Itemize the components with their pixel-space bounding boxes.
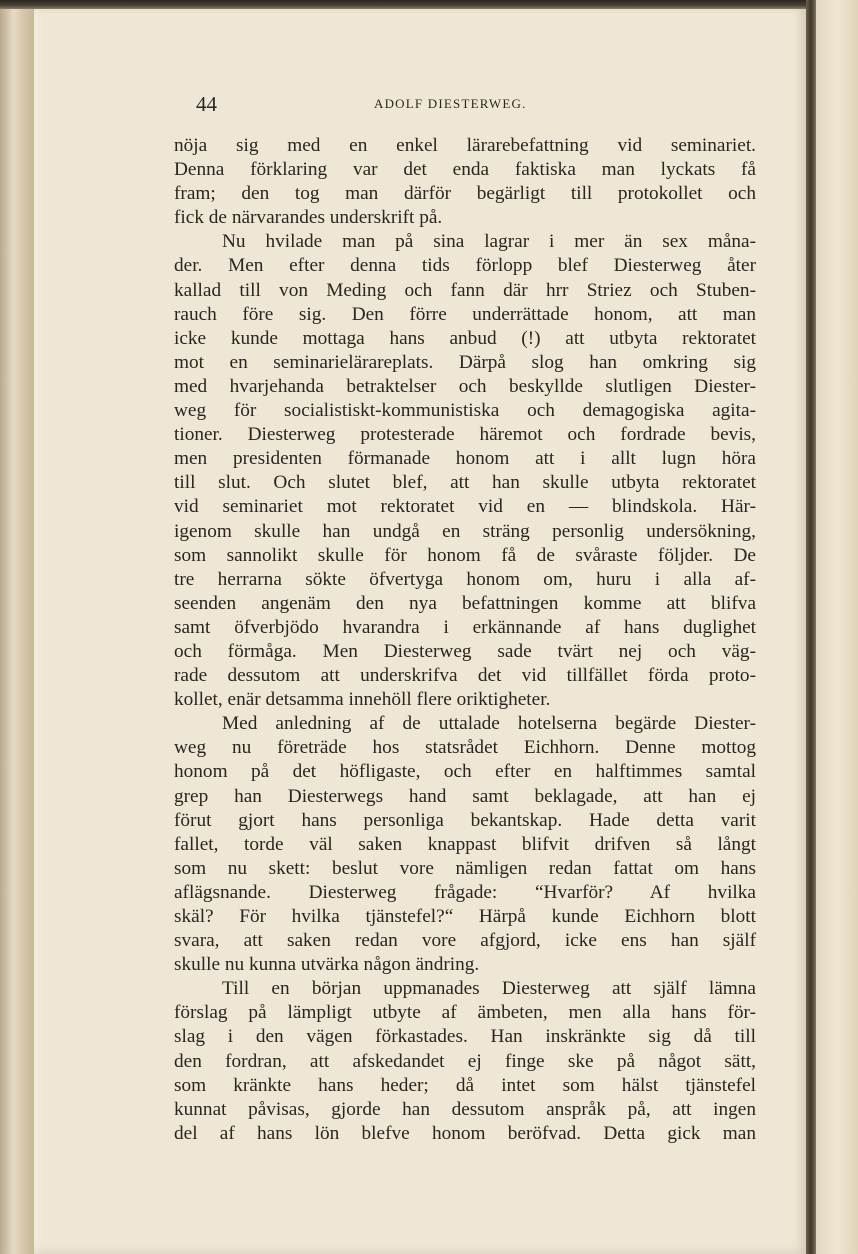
text-line: men presidenten förmanade honom att i allt lugn höra (174, 448, 756, 470)
text-line: Med anledning af de uttalade hotelserna begärde Diester- (222, 713, 756, 735)
text-line: förslag på lämpligt utbyte af ämbeten, men alla hans för- (174, 1002, 756, 1024)
text-line: del af hans lön blefve honom beröfvad. Detta gick man (174, 1122, 756, 1144)
text-line: icke kunde mottaga hans anbud (!) att utbyta rektoratet (174, 327, 756, 349)
text-line: mot en seminarielärareplats. Därpå slog han omkring sig (174, 351, 756, 373)
text-line: tre herrarna sökte öfvertyga honom om, huru i alla af- (174, 568, 756, 590)
text-line: seenden angenäm den nya befattningen komme att blifva (174, 592, 756, 614)
text-line: kunnat påvisas, gjorde han dessutom anspråk på, att ingen (174, 1098, 756, 1120)
text-line: som sannolikt skulle för honom få de svåraste följder. De (174, 544, 756, 566)
text-line: skulle nu kunna utvärka någon ändring. (174, 954, 480, 976)
text-line: honom på det höfligaste, och efter en halftimmes samtal (174, 761, 756, 783)
running-head: ADOLF DIESTERWEG. (374, 96, 527, 111)
book-gutter (806, 0, 816, 1254)
body-text (174, 134, 756, 1146)
text-line: weg för socialistiskt-kommunistiska och demagogiska agita- (174, 400, 756, 422)
text-line: weg nu företräde hos statsrådet Eichhorn. Denne mottog (174, 737, 756, 759)
text-line: fallet, torde väl saken knappast blifvit drifven så långt (174, 833, 756, 855)
text-line: fram; den tog man därför begärligt till protokollet och (174, 183, 756, 205)
facing-page-edge (816, 0, 858, 1254)
text-line: slag i den vägen förkastades. Han inskränkte sig då till (174, 1026, 756, 1048)
text-line: vid seminariet mot rektoratet vid en — blindskola. Här- (174, 496, 756, 518)
text-line: som nu skett: beslut vore nämligen redan fattat om hans (174, 857, 756, 879)
text-line: rade dessutom att underskrifva det vid tillfället förda proto- (174, 665, 756, 687)
text-line: den fordran, att afskedandet ej finge ske på något sätt, (174, 1050, 756, 1072)
book-spine-edge (0, 0, 34, 1254)
text-line: kallad till von Meding och fann där hrr Striez och Stuben- (174, 279, 756, 301)
text-line: grep han Diesterwegs hand samt beklagade, att han ej (174, 785, 756, 807)
page-header (196, 92, 756, 116)
text-line: kollet, enär detsamma innehöll flere oriktigheter. (174, 689, 551, 711)
text-line: fick de närvarandes underskrift på. (174, 207, 443, 229)
text-line: rauch före sig. Den förre underrättade honom, att man (174, 303, 756, 325)
page-number: 44 (196, 92, 217, 116)
text-line: förut gjort hans personliga bekantskap. Hade detta varit (174, 809, 756, 831)
text-line: och förmåga. Men Diesterweg sade tvärt nej och väg- (174, 640, 756, 662)
text-line: Denna förklaring var det enda faktiska man lyckats få (174, 159, 756, 181)
text-line: Till en början uppmanades Diesterweg att själf lämna (222, 978, 756, 1000)
text-line: aflägsnande. Diesterweg frågade: “Hvarför? Af hvilka (174, 881, 756, 903)
text-line: skäl? För hvilka tjänstefel?“ Härpå kunde Eichhorn blott (174, 906, 756, 927)
text-line: till slut. Och slutet blef, att han skulle utbyta rektoratet (174, 472, 756, 494)
text-line: svara, att saken redan vore afgjord, icke ens han själf (174, 930, 756, 952)
book-top-edge (0, 0, 858, 9)
text-line: samt öfverbjödo hvarandra i erkännande af hans duglighet (174, 616, 756, 638)
text-line: igenom skulle han undgå en sträng personlig undersökning, (174, 520, 756, 542)
text-line: der. Men efter denna tids förlopp blef Diesterweg åter (174, 255, 756, 277)
text-line: nöja sig med en enkel lärarebefattning vid seminariet. (174, 135, 756, 156)
text-line: Nu hvilade man på sina lagrar i mer än sex måna- (222, 231, 756, 253)
text-line: tioner. Diesterweg protesterade häremot och fordrade bevis, (174, 424, 756, 446)
text-line: med hvarjehanda betraktelser och beskyllde slutligen Diester- (174, 375, 756, 397)
text-line: som kränkte hans heder; då intet som hälst tjänstefel (174, 1074, 756, 1096)
